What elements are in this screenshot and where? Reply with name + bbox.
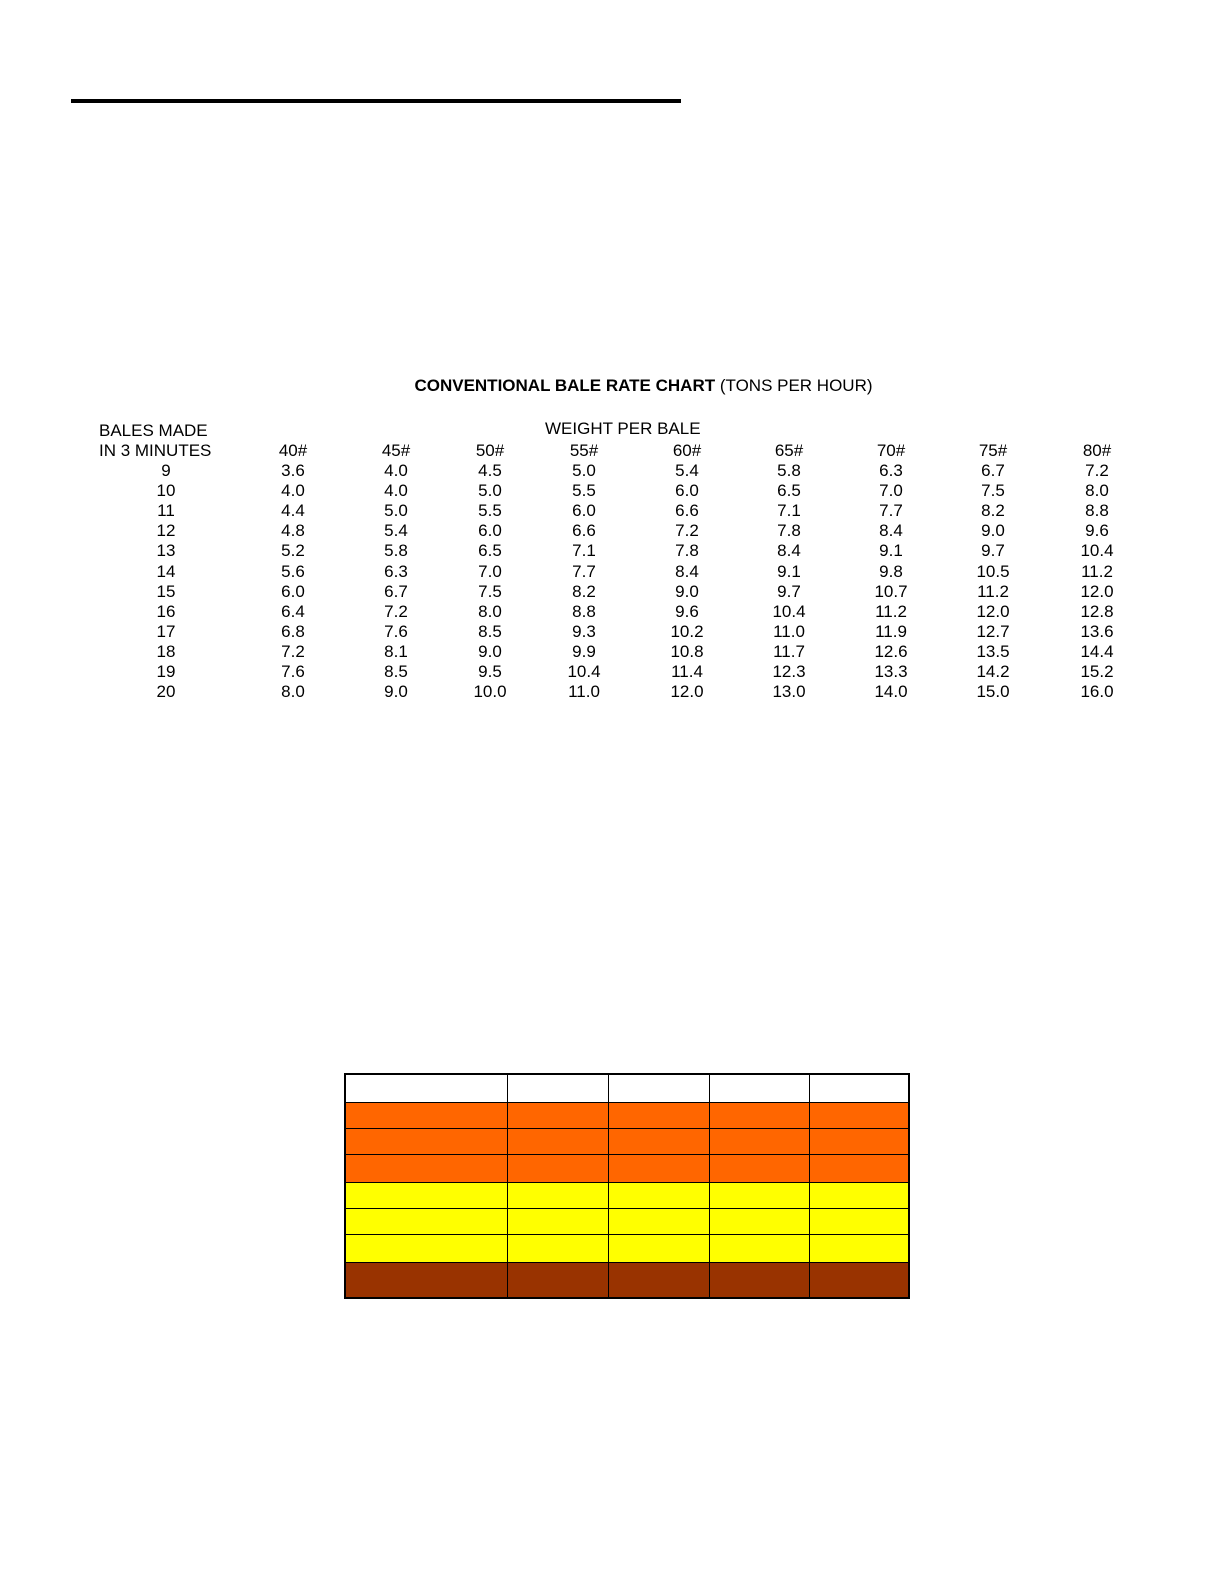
color-table-cell xyxy=(710,1183,810,1209)
rate-cell: 10.0 xyxy=(473,682,507,702)
rate-cell: 5.8 xyxy=(384,541,408,561)
rate-cell: 9.6 xyxy=(675,601,699,621)
color-table-cell xyxy=(710,1209,810,1235)
color-table-cell xyxy=(810,1155,908,1183)
rate-cell: 13.5 xyxy=(976,641,1010,661)
rate-cell: 6.6 xyxy=(675,501,699,521)
color-table-cell xyxy=(609,1209,710,1235)
color-table-cell xyxy=(810,1183,908,1209)
color-table-cell xyxy=(609,1235,710,1263)
color-table-cell xyxy=(609,1075,710,1103)
rate-cell: 7.8 xyxy=(675,541,699,561)
rate-cell: 10.8 xyxy=(670,641,704,661)
color-table-cell xyxy=(710,1155,810,1183)
color-table-cell xyxy=(810,1075,908,1103)
rate-cell: 8.0 xyxy=(478,601,502,621)
rate-cell: 4.0 xyxy=(384,461,408,480)
column-header-40: 40# xyxy=(278,441,308,460)
rate-cell: 7.2 xyxy=(384,601,408,621)
rate-cell: 12.6 xyxy=(874,641,908,661)
rate-cell: 9.7 xyxy=(777,581,801,601)
row-header-line1: BALES MADE xyxy=(99,421,208,440)
color-table-cell xyxy=(346,1235,508,1263)
rate-cell: 11.4 xyxy=(671,662,703,681)
rate-cell: 8.4 xyxy=(879,521,903,541)
rate-cell: 4.4 xyxy=(281,501,305,521)
rate-cell: 4.0 xyxy=(281,481,305,501)
column-group-header: WEIGHT PER BALE xyxy=(545,419,701,438)
color-table-cell xyxy=(710,1235,810,1263)
rate-cell: 9.0 xyxy=(981,521,1005,541)
rate-cell: 9.8 xyxy=(879,561,903,581)
color-table-row xyxy=(346,1103,908,1129)
rate-cell: 9.0 xyxy=(478,641,502,661)
color-table-cell xyxy=(346,1263,508,1297)
row-bales-14: 14 xyxy=(156,561,176,581)
rate-cell: 5.6 xyxy=(281,561,305,581)
rate-cell: 7.0 xyxy=(478,561,502,581)
rate-cell: 13.0 xyxy=(772,682,806,702)
rate-cell: 12.7 xyxy=(976,621,1010,641)
rate-cell: 7.1 xyxy=(572,541,596,561)
rate-cell: 15.2 xyxy=(1080,662,1114,681)
rate-cell: 12.0 xyxy=(976,601,1010,621)
color-table-cell xyxy=(609,1103,710,1129)
row-bales-18: 18 xyxy=(156,641,176,661)
rate-cell: 10.4 xyxy=(772,601,806,621)
color-table-row xyxy=(346,1129,908,1155)
column-header-70: 70# xyxy=(876,441,906,460)
rate-cell: 5.0 xyxy=(572,461,596,480)
color-table-row xyxy=(346,1155,908,1183)
rate-cell: 6.6 xyxy=(572,521,596,541)
rate-cell: 4.5 xyxy=(478,461,502,480)
rate-cell: 11.7 xyxy=(773,641,805,661)
rate-cell: 7.2 xyxy=(281,641,305,661)
rate-cell: 11.0 xyxy=(568,682,600,702)
rate-cell: 8.4 xyxy=(675,561,699,581)
rate-cell: 6.0 xyxy=(478,521,502,541)
rate-cell: 6.3 xyxy=(384,561,408,581)
rate-cell: 8.2 xyxy=(572,581,596,601)
color-table-cell xyxy=(508,1263,609,1297)
rate-cell: 6.3 xyxy=(879,461,903,480)
color-table-cell xyxy=(508,1129,609,1155)
rate-cell: 8.5 xyxy=(384,662,408,681)
rate-cell: 4.0 xyxy=(384,481,408,501)
color-table-row xyxy=(346,1263,908,1297)
rate-cell: 11.2 xyxy=(1081,561,1113,581)
rate-cell: 10.4 xyxy=(1080,541,1114,561)
color-table-cell xyxy=(346,1129,508,1155)
rate-cell: 14.2 xyxy=(976,662,1010,681)
rate-cell: 5.8 xyxy=(777,461,801,480)
color-table-cell xyxy=(508,1183,609,1209)
color-table-row xyxy=(346,1235,908,1263)
color-legend-table xyxy=(344,1073,910,1299)
rate-cell: 14.4 xyxy=(1080,641,1114,661)
color-table-cell xyxy=(810,1235,908,1263)
row-bales-9: 9 xyxy=(161,461,171,480)
rate-cell: 11.2 xyxy=(875,601,907,621)
row-bales-12: 12 xyxy=(156,521,176,541)
rate-cell: 7.1 xyxy=(777,501,801,521)
rate-cell: 6.5 xyxy=(478,541,502,561)
rate-cell: 6.5 xyxy=(777,481,801,501)
rate-cell: 8.0 xyxy=(281,682,305,702)
rate-cell: 6.4 xyxy=(281,601,305,621)
rate-cell: 10.7 xyxy=(874,581,908,601)
row-bales-19: 19 xyxy=(156,662,176,681)
rate-cell: 6.0 xyxy=(572,501,596,521)
rate-cell: 6.7 xyxy=(384,581,408,601)
chart-title xyxy=(0,376,1225,396)
column-header-80: 80# xyxy=(1082,441,1112,460)
rate-cell: 5.5 xyxy=(478,501,502,521)
rate-cell: 9.0 xyxy=(384,682,408,702)
rate-cell: 5.2 xyxy=(281,541,305,561)
rate-cell: 15.0 xyxy=(976,682,1010,702)
color-table-cell xyxy=(346,1103,508,1129)
rate-cell: 8.1 xyxy=(384,641,408,661)
row-bales-11: 11 xyxy=(157,501,175,521)
rate-cell: 7.5 xyxy=(478,581,502,601)
row-bales-10: 10 xyxy=(156,481,176,501)
column-header-60: 60# xyxy=(672,441,702,460)
rate-cell: 13.6 xyxy=(1080,621,1114,641)
color-table-cell xyxy=(609,1155,710,1183)
color-table-cell xyxy=(346,1155,508,1183)
rate-cell: 10.5 xyxy=(976,561,1010,581)
rate-cell: 7.8 xyxy=(777,521,801,541)
rate-cell: 12.8 xyxy=(1080,601,1114,621)
rate-cell: 11.2 xyxy=(977,581,1009,601)
column-header-45: 45# xyxy=(381,441,411,460)
rate-cell: 5.0 xyxy=(478,481,502,501)
rate-cell: 10.2 xyxy=(670,621,704,641)
color-table-cell xyxy=(710,1263,810,1297)
rate-cell: 9.6 xyxy=(1085,521,1109,541)
rate-cell: 8.2 xyxy=(981,501,1005,521)
rate-cell: 8.8 xyxy=(1085,501,1109,521)
rate-cell: 12.3 xyxy=(772,662,806,681)
rate-cell: 9.3 xyxy=(572,621,596,641)
column-header-75: 75# xyxy=(978,441,1008,460)
rate-cell: 7.0 xyxy=(879,481,903,501)
color-table-cell xyxy=(609,1183,710,1209)
color-table-cell xyxy=(710,1075,810,1103)
row-bales-13: 13 xyxy=(156,541,176,561)
rate-cell: 6.7 xyxy=(981,461,1005,480)
rate-cell: 7.2 xyxy=(1085,461,1109,480)
color-table-cell xyxy=(810,1103,908,1129)
rate-cell: 7.6 xyxy=(281,662,305,681)
color-table-cell xyxy=(508,1235,609,1263)
rate-cell: 8.4 xyxy=(777,541,801,561)
rate-cell: 14.0 xyxy=(874,682,908,702)
color-table-cell xyxy=(810,1209,908,1235)
column-header-65: 65# xyxy=(774,441,804,460)
color-table-cell xyxy=(508,1075,609,1103)
rate-cell: 3.6 xyxy=(281,461,305,480)
row-bales-15: 15 xyxy=(156,581,176,601)
rate-cell: 10.4 xyxy=(567,662,601,681)
rate-cell: 12.0 xyxy=(1080,581,1114,601)
rate-cell: 5.5 xyxy=(572,481,596,501)
rate-cell: 9.1 xyxy=(777,561,801,581)
rate-cell: 9.5 xyxy=(478,662,502,681)
color-table-cell xyxy=(710,1103,810,1129)
rate-cell: 5.0 xyxy=(384,501,408,521)
row-bales-17: 17 xyxy=(156,621,176,641)
rate-cell: 7.5 xyxy=(981,481,1005,501)
color-table-row xyxy=(346,1075,908,1103)
color-table-cell xyxy=(508,1155,609,1183)
column-header-50: 50# xyxy=(475,441,505,460)
rate-cell: 8.0 xyxy=(1085,481,1109,501)
rate-cell: 12.0 xyxy=(670,682,704,702)
rate-cell: 5.4 xyxy=(384,521,408,541)
rate-cell: 6.0 xyxy=(675,481,699,501)
rate-cell: 9.1 xyxy=(879,541,903,561)
rate-cell: 9.0 xyxy=(675,581,699,601)
rate-cell: 5.4 xyxy=(675,461,699,480)
rate-cell: 7.7 xyxy=(572,561,596,581)
color-table-row xyxy=(346,1183,908,1209)
color-table-row xyxy=(346,1209,908,1235)
rate-cell: 7.7 xyxy=(879,501,903,521)
color-table-cell xyxy=(710,1129,810,1155)
rate-cell: 7.6 xyxy=(384,621,408,641)
rate-cell: 8.5 xyxy=(478,621,502,641)
color-table-cell xyxy=(346,1075,508,1103)
rate-cell: 4.8 xyxy=(281,521,305,541)
chart-title-units: (TONS PER HOUR) xyxy=(715,376,873,395)
rate-cell: 16.0 xyxy=(1080,682,1114,702)
color-table-cell xyxy=(609,1263,710,1297)
rate-cell: 13.3 xyxy=(874,662,908,681)
rate-cell: 6.0 xyxy=(281,581,305,601)
rate-cell: 8.8 xyxy=(572,601,596,621)
color-table-cell xyxy=(508,1209,609,1235)
column-header-55: 55# xyxy=(569,441,599,460)
top-horizontal-rule xyxy=(71,99,681,103)
row-header-line2: IN 3 MINUTES xyxy=(99,441,212,460)
row-bales-16: 16 xyxy=(156,601,176,621)
rate-cell: 6.8 xyxy=(281,621,305,641)
color-table-cell xyxy=(346,1209,508,1235)
rate-cell: 9.7 xyxy=(981,541,1005,561)
rate-cell: 11.9 xyxy=(875,621,907,641)
color-table-cell xyxy=(508,1103,609,1129)
color-table-cell xyxy=(810,1263,908,1297)
rate-cell: 11.0 xyxy=(773,621,805,641)
color-table-cell xyxy=(609,1129,710,1155)
chart-title-bold: CONVENTIONAL BALE RATE CHART xyxy=(414,376,716,395)
row-bales-20: 20 xyxy=(156,682,176,702)
rate-cell: 7.2 xyxy=(675,521,699,541)
color-table-cell xyxy=(346,1183,508,1209)
color-table-cell xyxy=(810,1129,908,1155)
rate-cell: 9.9 xyxy=(572,641,596,661)
